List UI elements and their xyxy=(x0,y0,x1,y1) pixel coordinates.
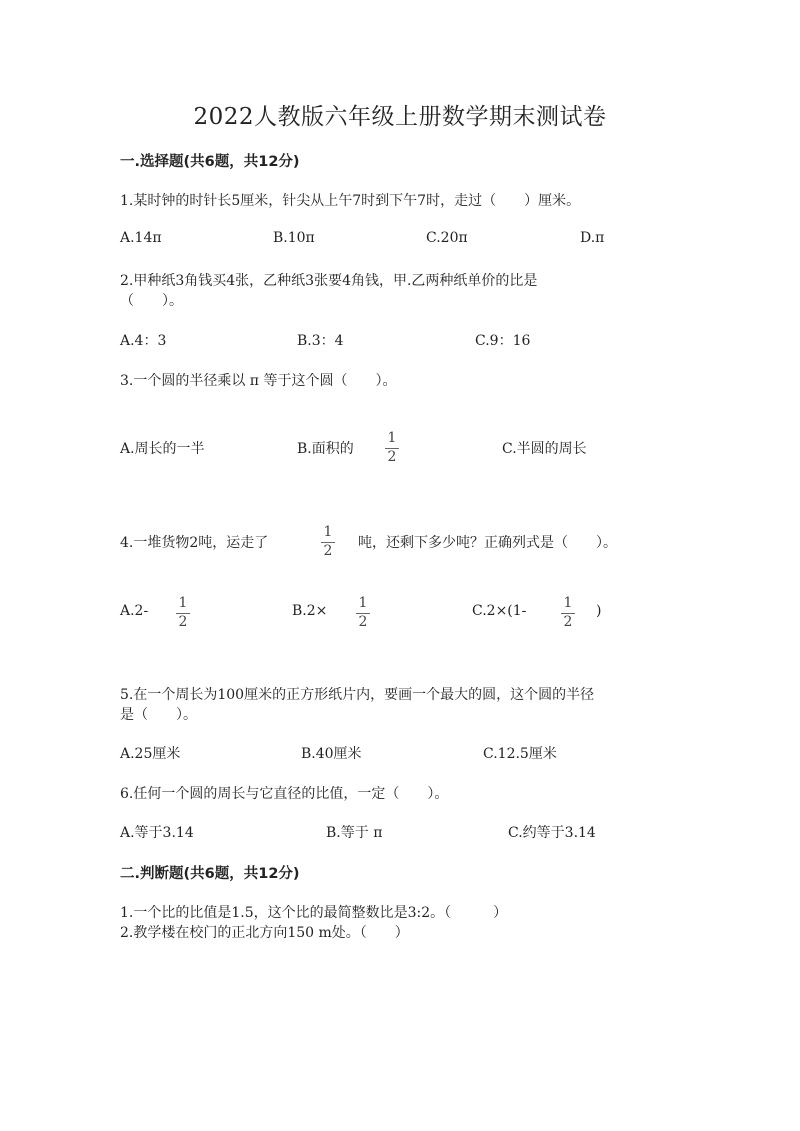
question-4-part-b: 吨，还剩下多少吨？正确列式是（ ）。 xyxy=(358,535,617,551)
q4-option-c-close-paren: ) xyxy=(596,603,602,619)
question-2-line-2: （ ）。 xyxy=(120,293,183,309)
q5-option-b: B.40厘米 xyxy=(301,746,362,762)
q2-option-c: C.9：16 xyxy=(475,333,531,349)
q4-option-b: B.2× xyxy=(292,603,328,619)
q1-option-b: B.10π xyxy=(273,230,315,246)
question-6: 6.任何一个圆的周长与它直径的比值，一定（ ）。 xyxy=(120,786,449,802)
fraction-denominator: 2 xyxy=(358,614,368,630)
section-heading-choice: 一.选择题(共6题，共12分) xyxy=(120,154,300,170)
q4-option-a-fraction xyxy=(176,596,190,630)
judgment-item-2: 2.教学楼在校门的正北方向150 m处。（ ） xyxy=(120,925,409,941)
fraction-denominator: 2 xyxy=(563,614,573,630)
q4-option-c-fraction xyxy=(561,596,575,630)
question-5-line-2: 是（ ）。 xyxy=(120,707,197,723)
q1-option-d: D.π xyxy=(580,230,605,246)
q6-option-a: A.等于3.14 xyxy=(120,825,194,841)
q1-option-c: C.20π xyxy=(426,230,468,246)
q4-option-b-fraction xyxy=(356,596,370,630)
question-1: 1.某时钟的时针长5厘米，针尖从上午7时到下午7时，走过（ ）厘米。 xyxy=(120,193,581,209)
fraction-denominator: 2 xyxy=(323,543,333,559)
q3-option-c: C.半圆的周长 xyxy=(502,441,587,457)
judgment-item-1: 1.一个比的比值是1.5，这个比的最简整数比是3:2。（ ） xyxy=(120,905,508,921)
fraction-numerator: 1 xyxy=(387,430,397,446)
q3-option-a: A.周长的一半 xyxy=(120,441,205,457)
q3-option-b: B.面积的 xyxy=(297,441,354,457)
q4-fraction-one-half xyxy=(321,525,335,559)
fraction-numerator: 1 xyxy=(358,595,368,611)
section-heading-true-false: 二.判断题(共6题，共12分) xyxy=(120,866,300,882)
fraction-numerator: 1 xyxy=(323,524,333,540)
fraction-numerator: 1 xyxy=(563,595,573,611)
fraction-denominator: 2 xyxy=(178,614,188,630)
fraction-denominator: 2 xyxy=(387,449,397,465)
question-5-line-1: 5.在一个周长为100厘米的正方形纸片内，要画一个最大的圆，这个圆的半径 xyxy=(120,687,595,703)
q1-option-a: A.14π xyxy=(120,230,162,246)
question-4-part-a: 4.一堆货物2吨，运走了 xyxy=(120,535,269,551)
q2-option-a: A.4：3 xyxy=(120,333,167,349)
q4-option-c: C.2×(1- xyxy=(472,603,527,619)
q6-option-b: B.等于 π xyxy=(326,825,383,841)
question-3: 3.一个圆的半径乘以 π 等于这个圆（ ）。 xyxy=(120,373,397,389)
q3-fraction-one-half xyxy=(385,431,399,465)
q5-option-a: A.25厘米 xyxy=(120,746,181,762)
question-2-line-1: 2.甲种纸3角钱买4张，乙种纸3张要4角钱，甲.乙两种纸单价的比是 xyxy=(120,273,538,289)
page-title: 2022人教版六年级上册数学期末测试卷 xyxy=(193,104,607,130)
fraction-numerator: 1 xyxy=(178,595,188,611)
q4-option-a: A.2- xyxy=(120,603,149,619)
q5-option-c: C.12.5厘米 xyxy=(483,746,557,762)
q2-option-b: B.3：4 xyxy=(297,333,344,349)
q6-option-c: C.约等于3.14 xyxy=(508,825,596,841)
